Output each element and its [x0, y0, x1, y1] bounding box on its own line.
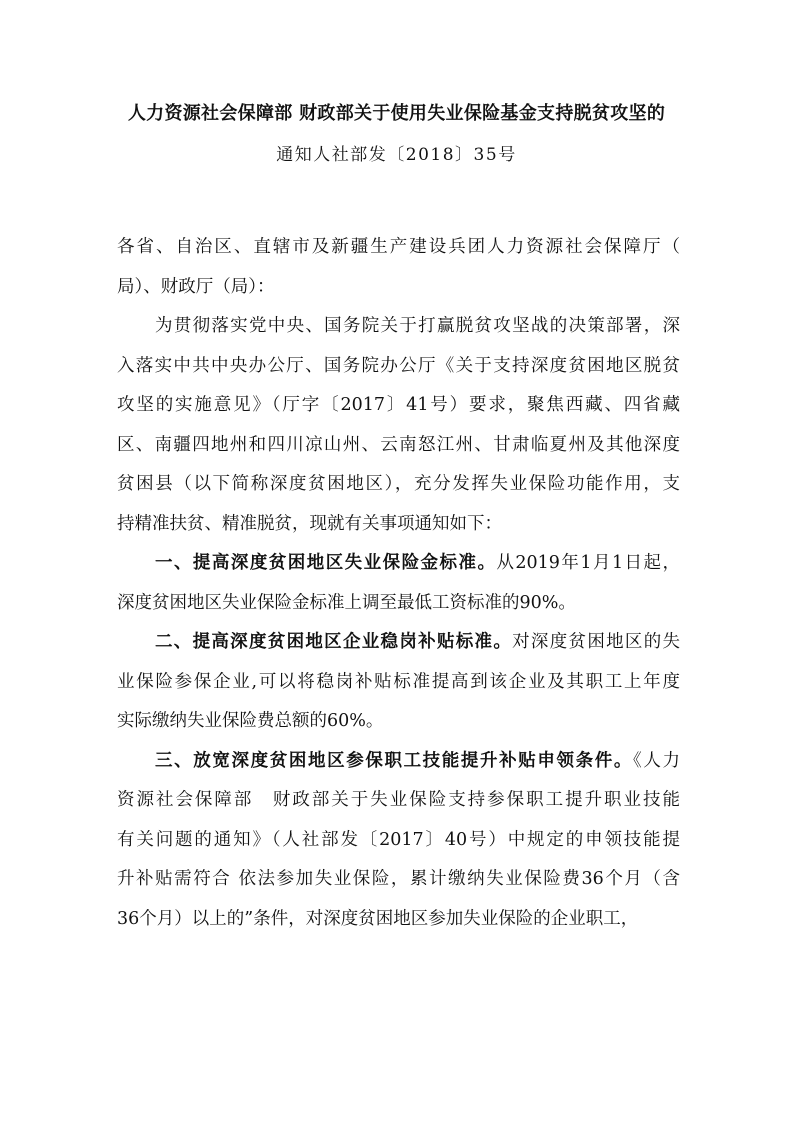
section-3-line: 有关问题的通知》（人社部发〔2017〕40号）中规定的申领技能提 — [117, 829, 680, 850]
section-3-first-line — [117, 742, 680, 782]
section-3-heading: 三、放宽深度贫困地区参保职工技能提升补贴申领条件。 — [155, 750, 634, 771]
section-1-first-line — [117, 544, 680, 584]
section-2-text: 对深度贫困地区的失 — [512, 632, 681, 652]
section-2-heading: 二、提高深度贫困地区企业稳岗补贴标准。 — [155, 632, 513, 652]
salutation-line-2: 局）、财政厅（局）： — [117, 276, 275, 297]
intro-line-6: 持精准扶贫、精准脱贫，现就有关事项通知如下： — [117, 513, 502, 534]
document-number: 通知人社部发〔2018〕35号 — [276, 145, 517, 165]
section-2-first-line — [117, 623, 680, 663]
section-3-text: 《人力 — [633, 750, 681, 771]
intro-line-5: 贫困县（以下简称深度贫困地区），充分发挥失业保险功能作用，支 — [117, 474, 680, 494]
section-2-line: 实际缴纳失业保险费总额的60%。 — [117, 711, 384, 731]
section-3-line: 36个月）以上的”条件，对深度贫困地区参加失业保险的企业职工， — [117, 908, 639, 929]
section-2-line: 业保险参保企业,可以将稳岗补贴标准提高到该企业及其职工上年度 — [117, 671, 680, 692]
intro-line-3: 攻坚的实施意见》（厅字〔2017〕41号）要求，聚焦西藏、四省藏 — [117, 395, 680, 415]
salutation-line-1: 各省、自治区、直辖市及新疆生产建设兵团人力资源社会保障厅（ — [117, 237, 680, 257]
intro-line-1: 为贯彻落实党中央、国务院关于打赢脱贫攻坚战的决策部署，深 — [155, 316, 680, 336]
intro-line-2: 入落实中共中央办公厅、国务院办公厅《关于支持深度贫困地区脱贫 — [117, 355, 680, 376]
document-title: 人力资源社会保障部 财政部关于使用失业保险基金支持脱贫攻坚的 — [127, 103, 666, 124]
section-1-text: 从2019年1月1日起， — [496, 553, 680, 573]
document-body — [117, 228, 680, 939]
section-3-line: 资源社会保障部 财政部关于失业保险支持参保职工提升职业技能 — [117, 790, 680, 810]
section-3-line: 升补贴需符合 依法参加失业保险，累计缴纳失业保险费36个月（含 — [117, 869, 680, 889]
section-1-heading: 一、提高深度贫困地区失业保险金标准。 — [155, 553, 497, 573]
intro-line-4: 区、南疆四地州和四川凉山州、云南怒江州、甘肃临夏州及其他深度 — [117, 434, 680, 455]
section-1-line: 深度贫困地区失业保险金标准上调至最低工资标准的90%。 — [117, 592, 576, 613]
